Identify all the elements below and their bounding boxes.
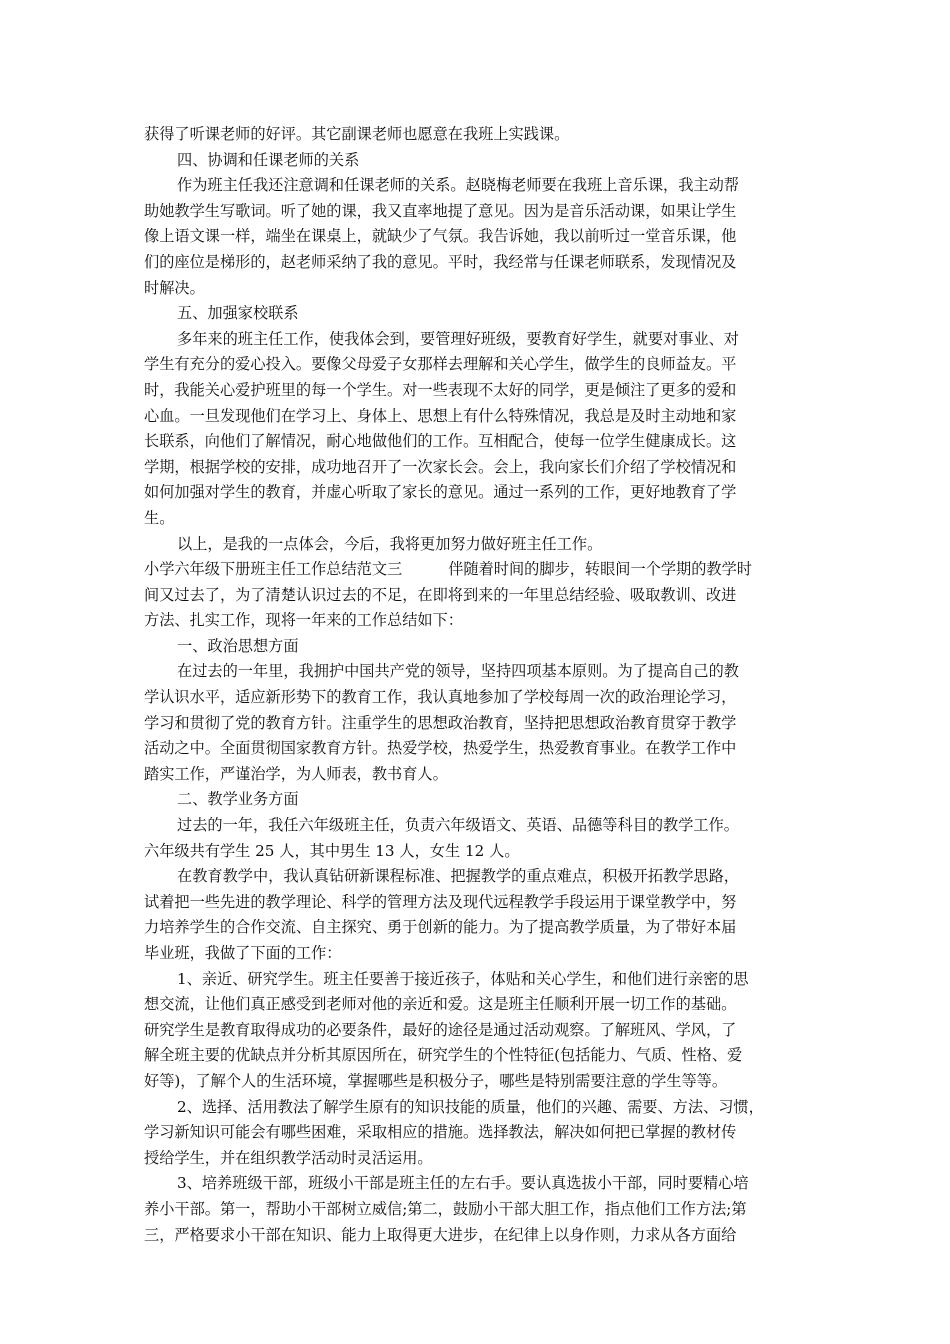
text-line: 授给学生，并在组织教学活动时灵活运用。 <box>144 1148 433 1167</box>
text-line: 2、选择、活用教法了解学生原有的知识技能的质量，他们的兴趣、需要、方法、习惯， <box>177 1097 764 1116</box>
text-line: 好等)，了解个人的生活环境，掌握哪些是积极分子，哪些是特别需要注意的学生等等。 <box>144 1071 728 1090</box>
text-line: 毕业班，我做了下面的工作： <box>144 944 342 962</box>
text-line: 长联系，向他们了解情况，耐心地做他们的工作。互相配合，使每一位学生健康成长。这 <box>144 432 737 451</box>
section-heading: 五、加强家校联系 <box>177 304 299 323</box>
text-line: 踏实工作，严谨治学，为人师表，教书育人。 <box>144 764 448 783</box>
section-heading: 二、教学业务方面 <box>177 790 299 809</box>
text-line: 活动之中。全面贯彻国家教育方针。热爱学校，热爱学生，热爱教育事业。在教学工作中 <box>144 739 737 758</box>
text-line: 获得了听课老师的好评。其它副课老师也愿意在我班上实践课。 <box>144 125 570 143</box>
text-line: 时解决。 <box>144 278 205 297</box>
text-line: 方法、扎实工作，现将一年来的工作总结如下： <box>144 611 463 630</box>
text-line: 多年来的班主任工作，使我体会到，要管理好班级，要教育好学生，就要对事业、对 <box>177 329 739 348</box>
section-heading: 一、政治思想方面 <box>177 636 299 655</box>
text-line: 学习和贯彻了党的教育方针。注重学生的思想政治教育，坚持把思想政治教育贯穿于教学 <box>144 713 737 732</box>
text-line: 生。 <box>144 508 175 527</box>
text-line: 伴随着时间的脚步，转眼间一个学期的教学时 <box>448 560 752 579</box>
text-line: 想交流，让他们真正感受到老师对他的亲近和爱。这是班主任顺利开展一切工作的基础。 <box>144 995 737 1014</box>
text-line: 心血。一旦发现他们在学习上、身体上、思想上有什么特殊情况，我总是及时主动地和家 <box>144 406 737 425</box>
section-heading: 四、协调和任课老师的关系 <box>177 150 360 169</box>
text-line: 研究学生是教育取得成功的必要条件，最好的途径是通过活动观察。了解班风、学风，了 <box>144 1020 737 1039</box>
text-line: 六年级共有学生 25 人，其中男生 13 人，女生 12 人。 <box>144 841 520 860</box>
text-line: 试着把一些先进的教学理论、科学的管理方法及现代远程教学手段运用于课堂教学中，努 <box>144 892 737 911</box>
text-line: 学认识水平，适应新形势下的教育工作，我认真地参加了学校每周一次的政治理论学习， <box>144 688 737 707</box>
text-line: 作为班主任我还注意调和任课老师的关系。赵晓梅老师要在我班上音乐课，我主动帮 <box>177 176 739 195</box>
text-line: 时，我能关心爱护班里的每一个学生。对一些表现不太好的同学，更是倾注了更多的爱和 <box>144 380 737 399</box>
text-line: 学习新知识可能会有哪些困难，采取相应的措施。选择教法，解决如何把已掌握的教材传 <box>144 1123 737 1142</box>
title-line <box>144 557 808 583</box>
text-line: 们的座位是梯形的，赵老师采纳了我的意见。平时，我经常与任课老师联系，发现情况及 <box>144 252 737 271</box>
text-line: 在教育教学中，我认真钻研新课程标准、把握教学的重点难点，积极开拓教学思路， <box>177 867 739 886</box>
text-line: 力培养学生的合作交流、自主探究、勇于创新的能力。为了提高教学质量，为了带好本届 <box>144 918 737 937</box>
text-line: 过去的一年，我任六年级班主任，负责六年级语文、英语、品德等科目的教学工作。 <box>177 816 739 835</box>
text-line: 如何加强对学生的教育，并虚心听取了家长的意见。通过一系列的工作，更好地教育了学 <box>144 483 737 502</box>
text-line: 像上语文课一样，端坐在课桌上，就缺少了气氛。我告诉她，我以前听过一堂音乐课，他 <box>144 227 737 246</box>
text-line: 解全班主要的优缺点并分析其原因所在，研究学生的个性特征(包括能力、气质、性格、爱 <box>144 1046 743 1065</box>
document-page <box>144 122 808 1248</box>
text-line: 学生有充分的爱心投入。要像父母爱子女那样去理解和关心学生，做学生的良师益友。平 <box>144 355 737 374</box>
text-line: 3、培养班级干部，班级小干部是班主任的左右手。要认真选拔小干部，同时要精心培 <box>177 1174 749 1193</box>
text-line: 三，严格要求小干部在知识、能力上取得更大进步，在纪律上以身作则，力求从各方面给 <box>144 1225 737 1244</box>
text-line: 学期，根据学校的安排，成功地召开了一次家长会。会上，我向家长们介绍了学校情况和 <box>144 457 737 476</box>
text-line: 助她教学生写歌词。听了她的课，我又直率地提了意见。因为是音乐活动课，如果让学生 <box>144 201 737 220</box>
text-line: 在过去的一年里，我拥护中国共产党的领导，坚持四项基本原则。为了提高自己的教 <box>177 662 739 681</box>
article-title: 小学六年级下册班主任工作总结范文三 <box>144 560 403 579</box>
text-line: 间又过去了，为了清楚认识过去的不足，在即将到来的一年里总结经验、吸取教训、改进 <box>144 585 737 604</box>
text-line: 以上，是我的一点体会，今后，我将更加努力做好班主任工作。 <box>177 534 603 553</box>
text-line: 养小干部。第一，帮助小干部树立威信;第二，鼓励小干部大胆工作，指点他们工作方法;第 <box>144 1199 747 1218</box>
text-line: 1、亲近、研究学生。班主任要善于接近孩子，体贴和关心学生，和他们进行亲密的思 <box>177 969 749 988</box>
